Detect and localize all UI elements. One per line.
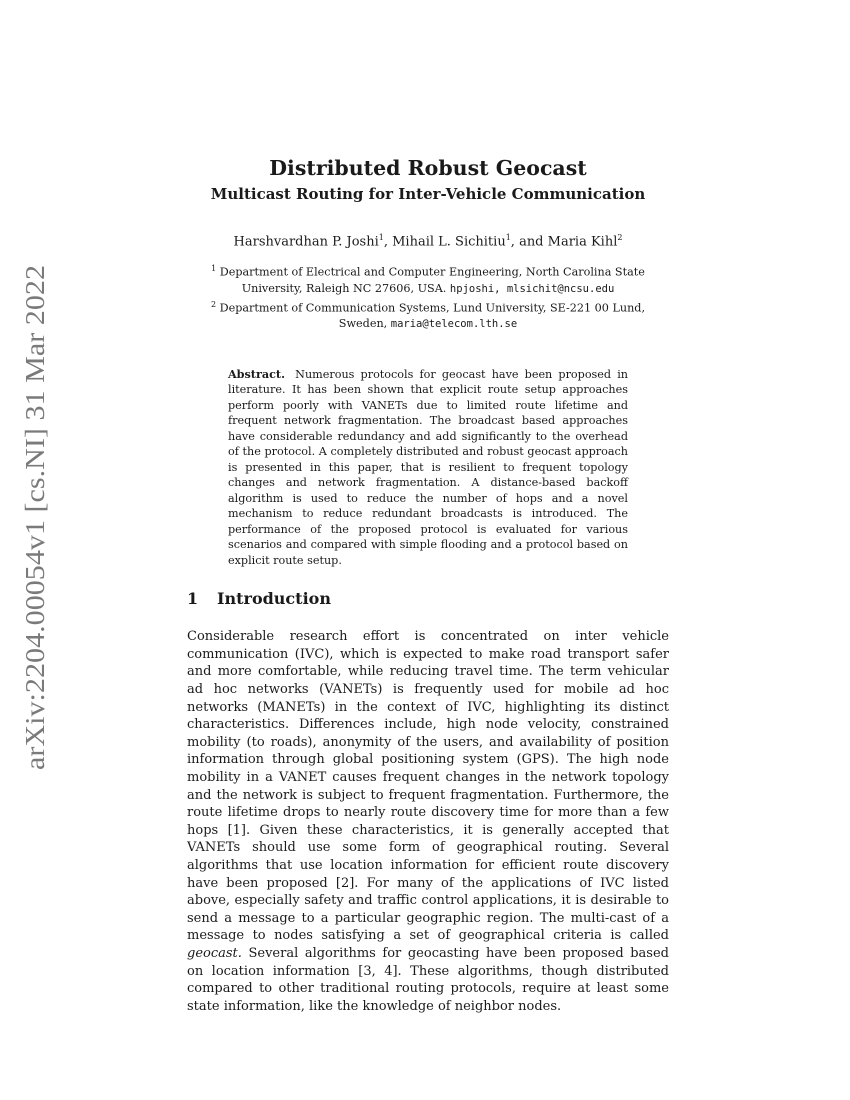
affiliation-1: [187, 261, 669, 297]
affiliation-mark: 2: [617, 233, 623, 242]
arxiv-side-stamp: [0, 0, 60, 1100]
affiliation-mark: 2: [210, 300, 217, 310]
author-emails[interactable]: hpjoshi, mlsichit@ncsu.edu: [449, 282, 615, 295]
paper-subtitle: Multicast Routing for Inter-Vehicle Communication: [210, 185, 646, 203]
paper-page: [187, 140, 669, 1015]
section-number: 1: [187, 589, 199, 609]
author-name: Harshvardhan P. Joshi: [233, 234, 379, 250]
affiliation-mark: 1: [211, 264, 217, 274]
abstract-label: Abstract.: [228, 366, 285, 381]
intro-paragraph: [187, 628, 669, 1015]
intro-text-part2: Several algorithms for geocasting have been proposed based on location information [3, 4]. These algorithms, though distributed compared to other traditional routing protocols, require at least some state information, like the knowledge of neighbor nodes.: [187, 945, 669, 1014]
section-heading: [187, 588, 669, 610]
affiliation-text: Department of Electrical and Computer Engineering, North Carolina State University, Raleigh NC 27606, USA.: [219, 266, 645, 295]
author-list: Harshvardhan P. Joshi$^1$, Mihail L. Sichitiu$^1$, and Maria Kihl$^2$: [233, 233, 623, 250]
author-name: Mihail L. Sichitiu: [392, 234, 506, 250]
affiliation-mark: 1: [505, 233, 511, 242]
paper-title: Distributed Robust Geocast: [269, 156, 587, 180]
author-name: and Maria Kihl: [519, 234, 618, 250]
intro-text-part1: Considerable research effort is concentrated on inter vehicle communication (IVC), which is expected to make road transport safer and more comfortable, while reducing travel time. The term vehicular ad hoc networks (VANETs) is frequently used for mobile ad hoc networks (MANETs) in the context of IVC, highlighting its distinct characteristics. Differences include, high node velocity, constrained mobility (to roads), anonymity of the users, and availability of position information through global positioning system (GPS). The high node mobility in a VANET causes frequent changes in the network topology and the network is subject to frequent fragmentation. Furthermore, the route lifetime drops to nearly route discovery time for more than a few hops [1]. Given these characteristics, it is generally accepted that VANETs should use some form of geographical routing. Several algorithms that use location information for efficient route discovery have been proposed [2]. For many of the applications of IVC listed above, especially safety and traffic control applications, it is desirable to send a message to a particular geographic region. The multi-cast of a message to nodes satisfying a set of geographical criteria is called: [187, 629, 669, 944]
author-emails[interactable]: maria@telecom.lth.se: [390, 318, 518, 331]
abstract: [228, 367, 628, 569]
affiliations: [187, 261, 669, 332]
geocast-term: geocast.: [187, 945, 242, 961]
arxiv-identifier: arXiv:2204.00054v1 [cs.NI] 31 Mar 2022: [19, 308, 50, 770]
affiliation-mark: 1: [378, 233, 384, 242]
affiliation-2: [187, 297, 669, 333]
section-title: Introduction: [217, 589, 331, 609]
affiliation-text: Department of Communication Systems, Lund University, SE-221 00 Lund, Sweden,: [219, 301, 646, 331]
abstract-text: Numerous protocols for geocast have been proposed in literature. It has been shown that explicit route setup approaches perform poorly with VANETs due to limited route lifetime and frequent network fragmentation. The broadcast based approaches have considerable redundancy and add significantly to the overhead of the protocol. A completely distributed and robust geocast approach is presented in this paper, that is resilient to frequent topology changes and network fragmentation. A distance-based backoff algorithm is used to reduce the number of hops and a novel mechanism to reduce redundant broadcasts is introduced. The performance of the proposed protocol is evaluated for various scenarios and compared with simple flooding and a protocol based on explicit route setup.: [228, 367, 629, 567]
